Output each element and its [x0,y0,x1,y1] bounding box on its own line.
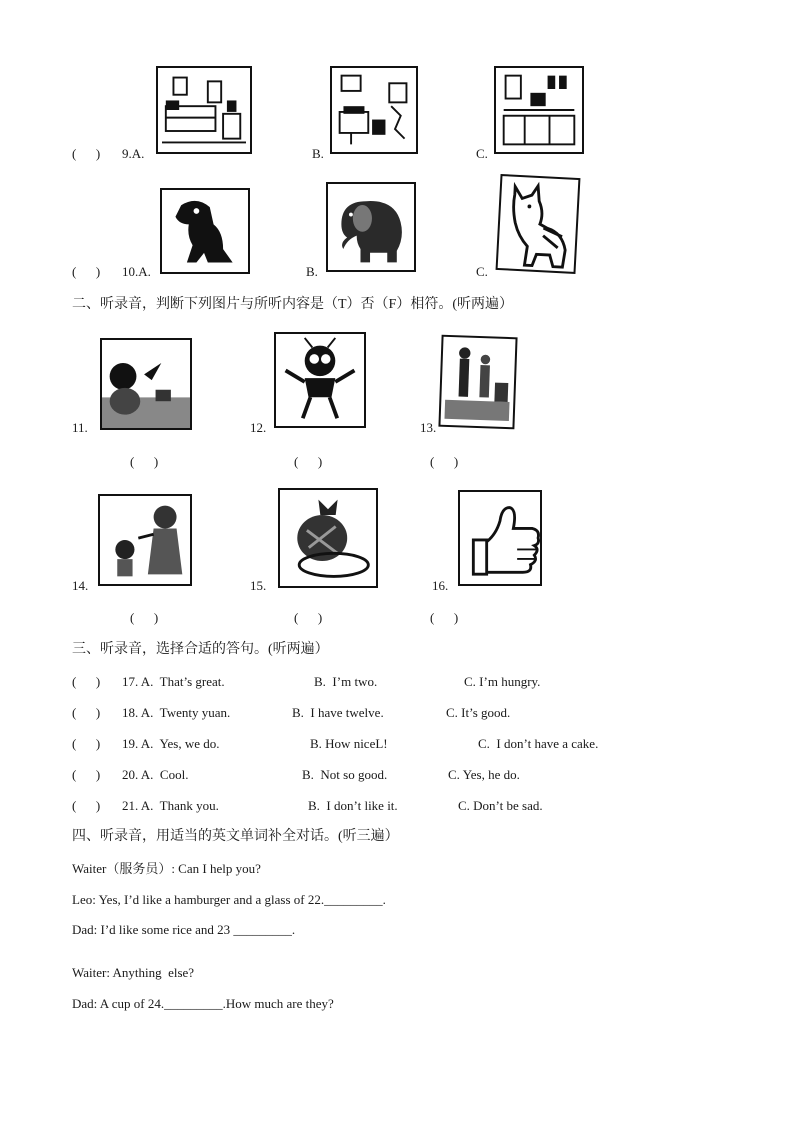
section3-heading: 三、听录音，选择合适的答句。(听两遍） [72,642,329,657]
q20-option-a: 20. A. Cool. [122,767,189,782]
q14-number: 14. [72,578,89,593]
q18-answer-paren: ( ) [72,705,101,720]
q18-option-b: B. I have twelve. [292,705,384,720]
q20-option-c: C. Yes, he do. [448,767,520,782]
q9-answer-paren: ( ) [72,146,101,161]
q17-answer-paren: ( ) [72,674,101,689]
q15-answer-paren: ( ) [294,610,323,625]
q9-label: 9.A. [122,146,145,161]
q10-label: 10.A. [122,264,151,279]
elephant-picture [326,182,416,272]
q10-answer-paren: ( ) [72,264,101,279]
dialogue-line-waiter-2: Waiter: Anything else? [72,965,195,980]
q19-option-b: B. How niceL! [310,736,388,751]
q9-option-c: C. [476,146,488,161]
q13-picture [438,335,517,430]
dialogue-line-waiter-1: Waiter（服务员）: Can I help you? [72,861,261,876]
q19-answer-paren: ( ) [72,736,101,751]
q16-answer-paren: ( ) [430,610,459,625]
q18-option-c: C. It’s good. [446,705,511,720]
dialogue-line-dad-1: Dad: I’d like some rice and 23 _________. [72,922,296,937]
q10-option-c: C. [476,264,488,279]
q19-option-c: C. I don’t have a cake. [478,736,599,751]
q15-number: 15. [250,578,267,593]
q14-answer-paren: ( ) [130,610,159,625]
q17-option-b: B. I’m two. [314,674,378,689]
q20-option-b: B. Not so good. [302,767,388,782]
q11-answer-paren: ( ) [130,454,159,469]
dialogue-line-leo: Leo: Yes, I’d like a hamburger and a glass of 22._________. [72,892,386,907]
cat-picture [496,174,581,274]
q21-option-a: 21. A. Thank you. [122,798,219,813]
q12-picture [274,332,366,428]
dialogue-line-dad-2: Dad: A cup of 24._________.How much are they? [72,996,334,1011]
q14-picture [98,494,192,586]
section2-heading: 二、听录音，判断下列图片与所听内容是（T）否（F）相符。(听两遍） [72,297,513,312]
q10-option-b: B. [306,264,318,279]
q20-answer-paren: ( ) [72,767,101,782]
q21-option-c: C. Don’t be sad. [458,798,543,813]
q9-option-b: B. [312,146,324,161]
q12-number: 12. [250,420,267,435]
q18-option-a: 18. A. Twenty yuan. [122,705,231,720]
q17-option-a: 17. A. That’s great. [122,674,225,689]
q11-number: 11. [72,420,88,435]
q13-answer-paren: ( ) [430,454,459,469]
q15-picture [278,488,378,588]
q21-answer-paren: ( ) [72,798,101,813]
q21-option-b: B. I don’t like it. [308,798,398,813]
bedroom-picture [156,66,252,154]
q12-answer-paren: ( ) [294,454,323,469]
dog-picture [160,188,250,274]
q11-picture [100,338,192,430]
q16-number: 16. [432,578,449,593]
kitchen-picture [494,66,584,154]
q19-option-a: 19. A. Yes, we do. [122,736,220,751]
q17-option-c: C. I’m hungry. [464,674,541,689]
thumbs-up-picture [458,490,542,586]
q13-number: 13. [420,420,437,435]
section4-heading: 四、听录音，用适当的英文单词补全对话。(听三遍） [72,829,399,844]
living-room-picture [330,66,418,154]
